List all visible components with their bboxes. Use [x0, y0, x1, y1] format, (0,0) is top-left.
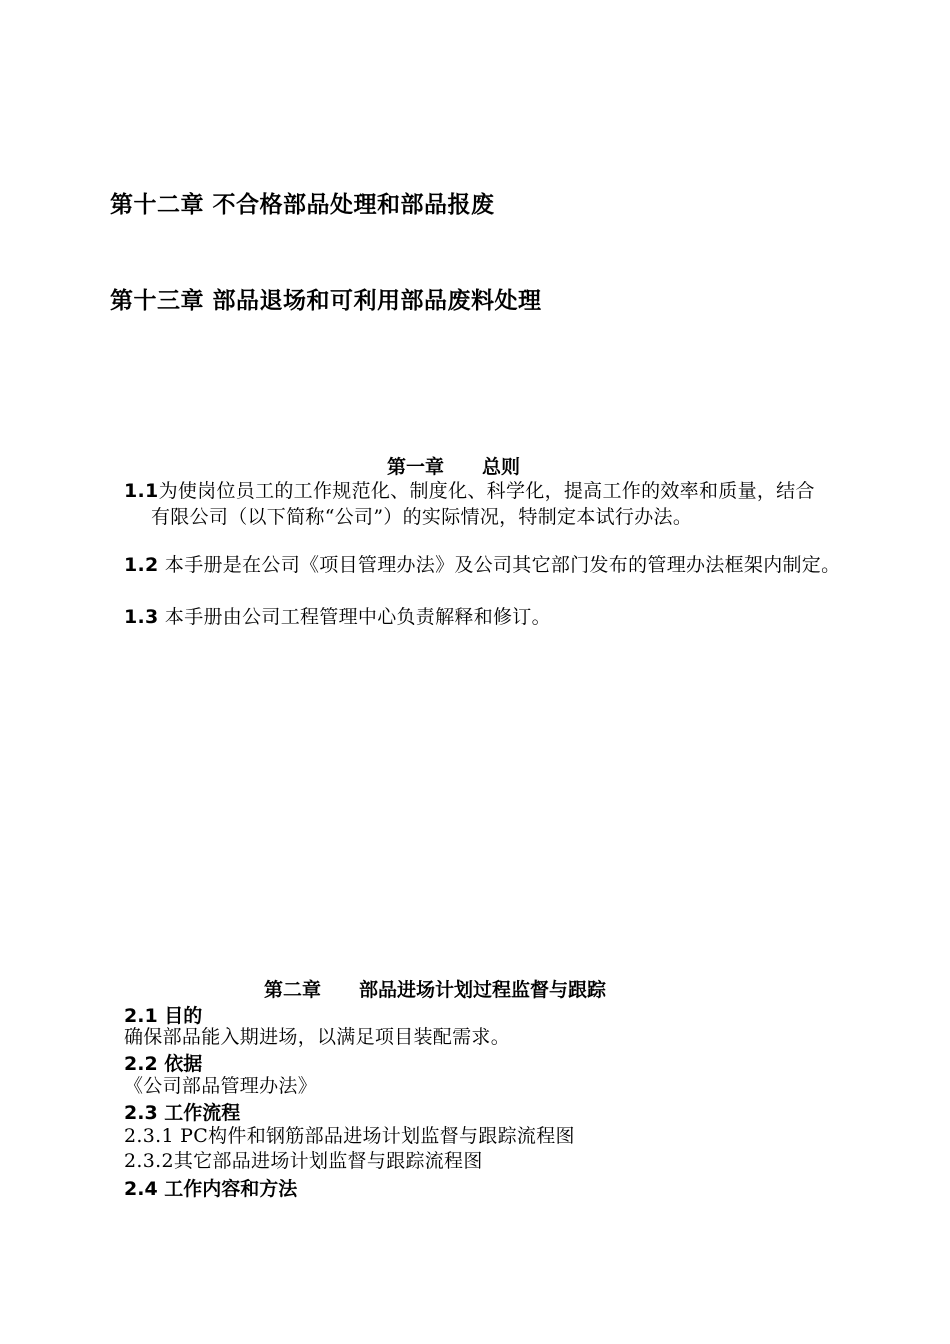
section-2-1-heading: 2.1 目的 — [124, 1005, 203, 1027]
section-2-3-2-item: 2.3.2其它部品进场计划监督与跟踪流程图 — [124, 1150, 483, 1172]
chapter1-paragraph-1 — [81, 478, 841, 530]
chapter1-title-number: 第一章 — [387, 456, 445, 478]
section-2-2-text: 《公司部品管理办法》 — [124, 1075, 318, 1097]
paragraph-1-number: 1.1 — [124, 480, 159, 502]
chapter2-title-number: 第二章 — [264, 979, 322, 1001]
section-2-3-heading: 2.3 工作流程 — [124, 1102, 241, 1124]
section-2-2-heading: 2.2 依据 — [124, 1053, 203, 1075]
chapter2-title-name: 部品进场计划过程监督与跟踪 — [359, 979, 607, 1001]
chapter1-paragraph-2 — [81, 552, 841, 578]
toc-chapter-13: 第十三章 部品退场和可利用部品废料处理 — [110, 288, 542, 314]
chapter1-title — [387, 452, 520, 479]
section-2-3-1-item: 2.3.1 PC构件和钢筋部品进场计划监督与跟踪流程图 — [124, 1125, 575, 1147]
paragraph-1-text-a: 为使岗位员工的工作规范化、制度化、科学化，提高工作的效率和质量，结合 — [158, 480, 815, 502]
chapter1-paragraph-3 — [81, 604, 841, 630]
paragraph-2-text: 本手册是在公司《项目管理办法》及公司其它部门发布的管理办法框架内制定。 — [158, 554, 841, 576]
toc-chapter-12: 第十二章 不合格部品处理和部品报废 — [110, 192, 495, 218]
chapter2-title — [264, 975, 606, 1002]
section-2-4-heading: 2.4 工作内容和方法 — [124, 1178, 298, 1200]
chapter1-title-name: 总则 — [482, 456, 521, 478]
paragraph-1-text-b: 有限公司（以下简称“公司”）的实际情况，特制定本试行办法。 — [151, 506, 693, 528]
paragraph-3-number: 1.3 — [124, 606, 159, 628]
section-2-1-text: 确保部品能入期进场，以满足项目装配需求。 — [124, 1026, 511, 1048]
paragraph-2-number: 1.2 — [124, 554, 159, 576]
paragraph-3-text: 本手册由公司工程管理中心负责解释和修订。 — [158, 606, 551, 628]
